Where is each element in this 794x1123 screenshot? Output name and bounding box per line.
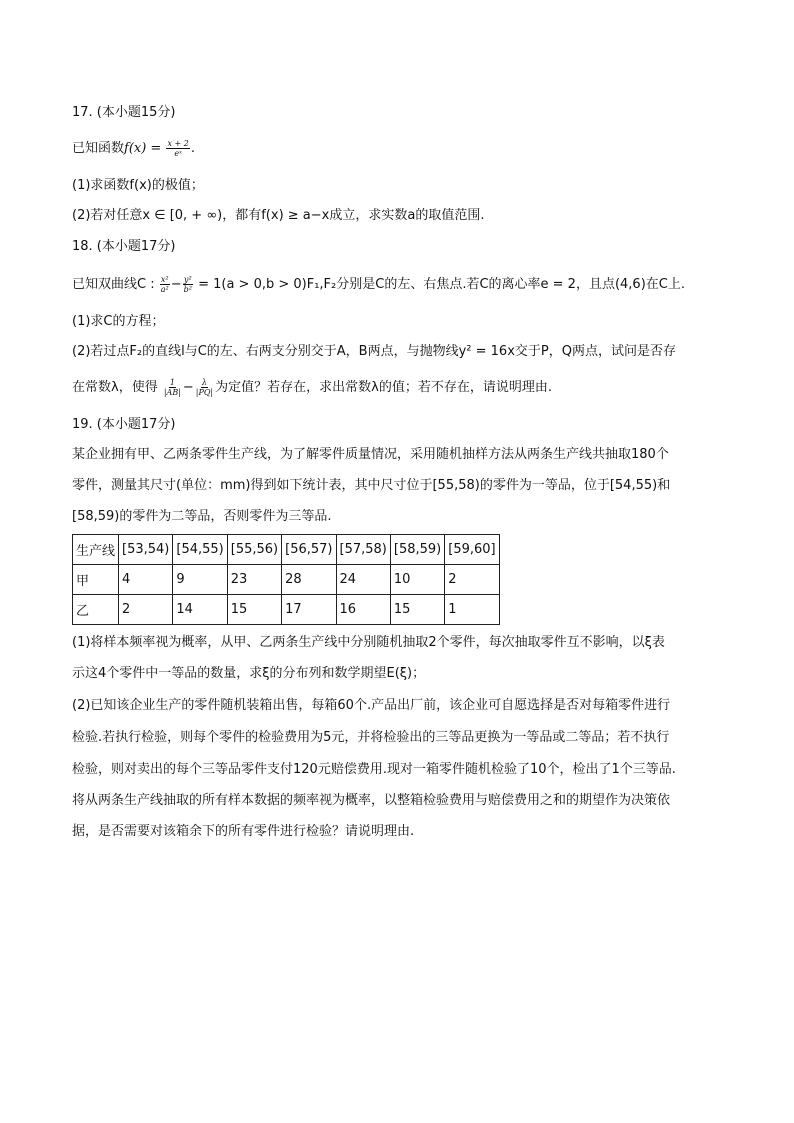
table-header-cell: [57,58) xyxy=(336,535,390,565)
table-cell: 甲 xyxy=(73,565,119,595)
q18-x-numerator: x² xyxy=(160,275,169,284)
table-cell: 14 xyxy=(173,595,227,625)
q19-intro-line2: 零件，测量其尺寸(单位：mm)得到如下统计表，其中尺寸位于[55,58)的零件为一等品，位于[54,55)和 xyxy=(72,478,671,493)
table-cell: 28 xyxy=(282,565,336,595)
table-cell: 23 xyxy=(227,565,281,595)
table-header-cell: [58,59) xyxy=(390,535,444,565)
q19-statistics-table xyxy=(72,534,500,625)
table-header-cell: 生产线 xyxy=(73,535,119,565)
table-cell: 1 xyxy=(445,595,499,625)
q18-part2-line2 xyxy=(72,378,552,397)
table-cell: 2 xyxy=(119,595,173,625)
q18-pq-denominator: |PQ| xyxy=(195,388,214,397)
q18-intro-text: 已知双曲线C : xyxy=(72,277,159,292)
q17-intro-text: 已知函数 xyxy=(72,141,125,156)
q19-part2-line1: (2)已知该企业生产的零件随机装箱出售，每箱60个.产品出厂前，该企业可自愿选择是否对每箱零件进行 xyxy=(72,698,671,713)
table-cell: 4 xyxy=(119,565,173,595)
q19-part2-line4: 将从两条生产线抽取的所有样本数据的频率视为概率，以整箱检验费用与赔偿费用之和的期望作为决策依 xyxy=(72,793,671,808)
q18-part2-line1: (2)若过点F₂的直线l与C的左、右两支分别交于A，B两点，与抛物线y² = 16x交于P，Q两点，试问是否存 xyxy=(72,344,676,359)
table-cell: 2 xyxy=(445,565,499,595)
q17-fraction-denominator: eˣ xyxy=(174,149,182,158)
table-row xyxy=(73,595,500,625)
q17-function-lhs: f(x) = xyxy=(124,141,162,156)
table-cell: 24 xyxy=(336,565,390,595)
q18-ab-fraction xyxy=(163,378,182,397)
q18-pq-fraction xyxy=(195,378,214,397)
q19-part1-line1: (1)将样本频率视为概率，从甲、乙两条生产线中分别随机抽取2个零件，每次抽取零件互不影响，以ξ表 xyxy=(72,635,665,650)
table-header-cell: [55,56) xyxy=(227,535,281,565)
q17-function-definition: 已知函数f(x) = $\frac{x + 2}{\text{eˣ}}$ . xyxy=(72,139,195,158)
q19-intro-line3: [58,59)的零件为二等品，否则零件为三等品. xyxy=(72,509,332,524)
q18-y-fraction xyxy=(183,275,193,294)
q18-ab-numerator: 1 xyxy=(169,378,175,387)
table-cell: 9 xyxy=(173,565,227,595)
table-cell: 16 xyxy=(336,595,390,625)
q18-part2-suffix: 为定值？若存在，求出常数λ的值；若不存在，请说明理由. xyxy=(215,380,552,395)
q18-y-denominator: b² xyxy=(183,285,192,294)
q17-fraction xyxy=(166,139,189,158)
q19-intro-line1: 某企业拥有甲、乙两条零件生产线，为了解零件质量情况，采用随机抽样方法从两条生产线共抽取180个 xyxy=(72,447,669,462)
q18-pq-numerator: λ xyxy=(201,378,207,387)
table-header-cell: [54,55) xyxy=(173,535,227,565)
q19-part1-line2: 示这4个零件中一等品的数量，求ξ的分布列和数学期望E(ξ)； xyxy=(72,666,426,681)
q18-minus-sign: − xyxy=(182,380,194,395)
table-row xyxy=(73,565,500,595)
table-header-cell: [56,57) xyxy=(282,535,336,565)
table-header-cell: [59,60] xyxy=(445,535,499,565)
q19-header: 19. (本小题17分) xyxy=(72,417,176,432)
q19-part2-line3: 检验，则对卖出的每个三等品零件支付120元赔偿费用.现对一箱零件随机检验了10个，检出了1个三等品. xyxy=(72,762,676,777)
table-cell: 17 xyxy=(282,595,336,625)
table-header-row xyxy=(73,535,500,565)
q18-header: 18. (本小题17分) xyxy=(72,239,176,254)
table-cell: 15 xyxy=(227,595,281,625)
q19-part2-line2: 检验.若执行检验，则每个零件的检验费用为5元，并将检验出的三等品更换为一等品或二等品；若不执行 xyxy=(72,730,670,745)
q18-part1: (1)求C的方程； xyxy=(72,314,165,329)
q17-fraction-numerator: x + 2 xyxy=(167,139,189,148)
q18-ab-denominator: |AB| xyxy=(163,388,181,397)
q18-condition-text: = 1(a > 0,b > 0)F₁,F₂分别是C的左、右焦点.若C的离心率e = 2，且点(4,6)在C上. xyxy=(193,277,685,292)
table-cell: 15 xyxy=(390,595,444,625)
q17-part2: (2)若对任意x ∈ [0, + ∞)，都有f(x) ≥ a−x成立，求实数a的取值范围. xyxy=(72,208,485,223)
q18-x-denominator: a² xyxy=(160,285,169,294)
q18-x-fraction xyxy=(160,275,170,294)
q18-part2-prefix: 在常数λ，使得 xyxy=(72,380,158,395)
q17-part1: (1)求函数f(x)的极值； xyxy=(72,178,204,193)
q18-y-numerator: y² xyxy=(183,275,192,284)
q18-hyperbola-statement: 已知双曲线C : $\frac{\text{x²}}{\text{a²}}$ − $\frac{\text{y²}}{\text{b²}}$ = 1(a > 0,b > 0)F₁,F₂分别是C的左、右焦点.若C的离心率e = 2，且点(4,6)在C上. xyxy=(72,275,685,294)
q17-header: 17. (本小题15分) xyxy=(72,105,176,120)
table-cell: 乙 xyxy=(73,595,119,625)
table-header-cell: [53,54) xyxy=(119,535,173,565)
table-cell: 10 xyxy=(390,565,444,595)
q19-part2-line5: 据，是否需要对该箱余下的所有零件进行检验？请说明理由. xyxy=(72,824,415,839)
